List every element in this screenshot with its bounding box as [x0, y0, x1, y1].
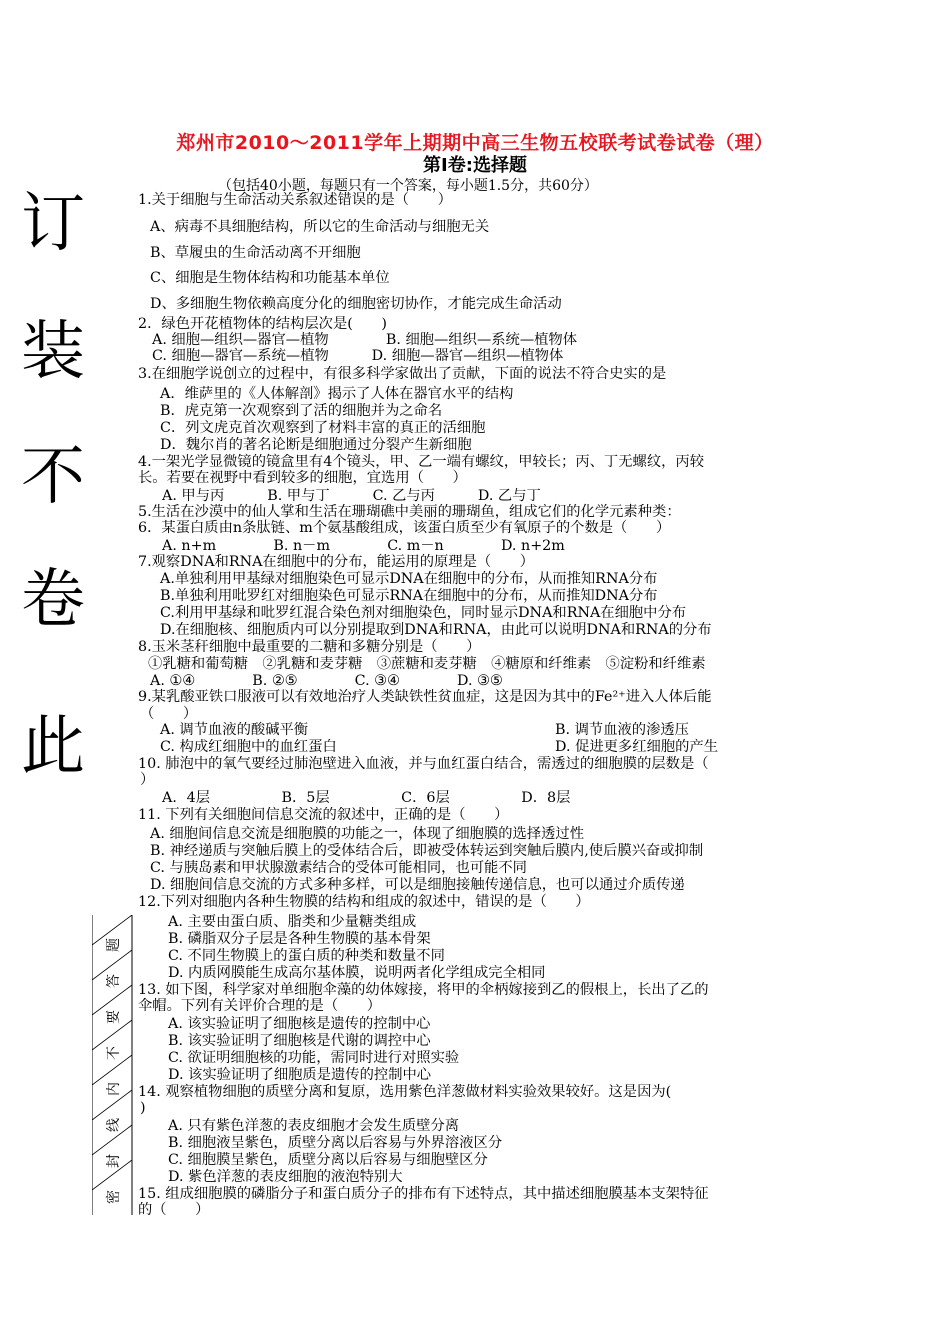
binding-char: 答 — [106, 974, 122, 988]
side-char: 不 — [21, 440, 85, 514]
text-line: C. 细胞膜呈紫色，质壁分离以后容易与细胞壁区分 — [168, 1152, 488, 1168]
text-line: 8.玉米茎秆细胞中最重要的二糖和多糖分别是（ ） — [138, 639, 481, 655]
text-line: 2．绿色开花植物体的结构层次是( ) — [138, 316, 387, 332]
text-line: A. ①④ B. ②⑤ C. ③④ D. ③⑤ — [150, 673, 503, 689]
text-line: A. 主要由蛋白质、脂类和少量糖类组成 — [168, 914, 417, 930]
text-line: B．虎克第一次观察到了活的细胞并为之命名 — [160, 403, 443, 419]
exam-title: 郑州市2010～2011学年上期期中高三生物五校联考试卷试卷（理） — [176, 132, 774, 154]
text-line: B、草履虫的生命活动离不开细胞 — [150, 245, 361, 261]
text-line: 的（ ） — [138, 1202, 210, 1218]
text-line: 11. 下列有关细胞间信息交流的叙述中，正确的是（ ） — [138, 807, 509, 823]
binding-char: 密 — [106, 1190, 122, 1204]
text-line: D.在细胞核、细胞质内可以分别提取到DNA和RNA，由此可以说明DNA和RNA的分布 — [160, 622, 712, 638]
text-line: 14. 观察植物细胞的质壁分离和复原，选用紫色洋葱做材料实验效果较好。这是因为( — [138, 1084, 672, 1100]
text-line: D. 紫色洋葱的表皮细胞的液泡特别大 — [168, 1169, 403, 1185]
text-line: A. 细胞—组织—器官—植物 B. 细胞—组织—系统—植物体 — [152, 332, 578, 348]
binding-char: 内 — [106, 1082, 122, 1096]
text-line: 5.生活在沙漠中的仙人掌和生活在珊瑚礁中美丽的珊瑚鱼，组成它们的化学元素种类： — [138, 504, 681, 520]
section-title: 第Ⅰ卷:选择题 — [423, 155, 527, 176]
text-line: 长。若要在视野中看到较多的细胞，宜选用（ ） — [138, 470, 467, 486]
text-line: A.单独利用甲基绿对细胞染色可显示DNA在细胞中的分布，从而推知RNA分布 — [160, 571, 658, 587]
text-line: C. 细胞—器官—系统—植物 D. 细胞—器官—组织—植物体 — [152, 348, 564, 364]
text-line: B.单独利用吡罗红对细胞染色可显示RNA在细胞中的分布，从而推知DNA分布 — [160, 588, 658, 604]
text-line: 10. 肺泡中的氧气要经过肺泡壁进入血液，并与血红蛋白结合，需透过的细胞膜的层数是（ — [138, 756, 709, 772]
text-line: D. 内质网膜能生成高尔基体膜，说明两者化学组成完全相同 — [168, 965, 546, 981]
text-line: 7.观察DNA和RNA在细胞中的分布，能运用的原理是（ ） — [138, 554, 535, 570]
text-line: 9.某乳酸亚铁口服液可以有效地治疗人类缺铁性贫血症，这是因为其中的Fe²⁺进入人体后能 — [138, 689, 712, 705]
text-line: ①乳糖和葡萄糖 ②乳糖和麦芽糖 ③蔗糖和麦芽糖 ④糖原和纤维素 ⑤淀粉和纤维素 — [148, 656, 706, 672]
text-line: A. 甲与丙 B. 甲与丁 C. 乙与丙 D. 乙与丁 — [162, 488, 541, 504]
text-line: 13. 如下图，科学家对单细胞伞藻的幼体嫁接，将甲的伞柄嫁接到乙的假根上，长出了乙的 — [138, 982, 709, 998]
side-char: 此 — [21, 710, 85, 784]
text-line: 3.在细胞学说创立的过程中，有很多科学家做出了贡献，下面的说法不符合史实的是 — [138, 366, 667, 382]
text-line: D、多细胞生物依赖高度分化的细胞密切协作，才能完成生命活动 — [150, 296, 562, 312]
text-line: D. 促进更多红细胞的产生 — [555, 739, 719, 755]
section-note: （包括40小题，每题只有一个答案，每小题1.5分，共60分） — [218, 178, 598, 194]
text-line: B. 调节血液的渗透压 — [555, 722, 689, 738]
binding-char: 要 — [106, 1010, 122, 1024]
text-line: 6．某蛋白质由n条肽链、m个氨基酸组成，该蛋白质至少有氧原子的个数是（ ） — [138, 520, 671, 536]
text-line: C.利用甲基绿和吡罗红混合染色剂对细胞染色，同时显示DNA和RNA在细胞中分布 — [160, 605, 687, 621]
text-line: D. 细胞间信息交流的方式多种多样，可以是细胞接触传递信息，也可以通过介质传递 — [150, 877, 685, 893]
text-line: 4.一架光学显微镜的镜盒里有4个镜头，甲、乙一端有螺纹，甲较长；丙、丁无螺纹，丙较 — [138, 454, 705, 470]
side-char: 订 — [21, 187, 85, 261]
text-line: C. 构成红细胞中的血红蛋白 — [160, 739, 337, 755]
text-line: （ ） — [140, 706, 198, 722]
binding-char: 线 — [106, 1118, 122, 1132]
text-line: B. 神经递质与突触后膜上的受体结合后，即被受体转运到突触后膜内,使后膜兴奋或抑制 — [150, 843, 704, 859]
text-line: A. 该实验证明了细胞核是遗传的控制中心 — [168, 1016, 431, 1032]
text-line: A. 只有紫色洋葱的表皮细胞才会发生质壁分离 — [168, 1118, 460, 1134]
text-line: D．魏尔肖的著名论断是细胞通过分裂产生新细胞 — [160, 437, 472, 453]
text-line: C．列文虎克首次观察到了材料丰富的真正的活细胞 — [160, 420, 486, 436]
text-line: B. 该实验证明了细胞核是代谢的调控中心 — [168, 1033, 431, 1049]
text-line: A．4层 B．5层 C．6层 D．8层 — [162, 790, 571, 806]
binding-char: 不 — [106, 1046, 122, 1060]
text-line: 1.关于细胞与生命活动关系叙述错误的是（ ） — [138, 192, 452, 208]
binding-char: 封 — [106, 1154, 122, 1168]
binding-char: 题 — [106, 938, 122, 952]
text-line: C. 与胰岛素和甲状腺激素结合的受体可能相同，也可能不同 — [150, 860, 527, 876]
text-line: 12.下列对细胞内各种生物膜的结构和组成的叙述中，错误的是（ ） — [138, 894, 590, 910]
text-line: C. 欲证明细胞核的功能，需同时进行对照实验 — [168, 1050, 460, 1066]
side-char: 卷 — [21, 563, 85, 637]
text-line: 15. 组成细胞膜的磷脂分子和蛋白质分子的排布有下述特点，其中描述细胞膜基本支架特征 — [138, 1186, 709, 1202]
text-line: C、细胞是生物体结构和功能基本单位 — [150, 270, 390, 286]
text-line: ） — [140, 772, 155, 788]
text-line: ) — [140, 1100, 146, 1116]
text-line: B. 磷脂双分子层是各种生物膜的基本骨架 — [168, 931, 431, 947]
text-line: A．维萨里的《人体解剖》揭示了人体在器官水平的结构 — [160, 386, 514, 402]
text-line: A. n+m B. n－m C. m－n D. n+2m — [162, 538, 565, 554]
text-line: A. 细胞间信息交流是细胞膜的功能之一，体现了细胞膜的选择透过性 — [150, 826, 585, 842]
text-line: D. 该实验证明了细胞质是遗传的控制中心 — [168, 1067, 432, 1083]
text-line: 伞帽。下列有关评价合理的是（ ） — [138, 998, 382, 1014]
text-line: A. 调节血液的酸碱平衡 — [160, 722, 309, 738]
binding-margin-box — [92, 915, 134, 1215]
text-line: C. 不同生物膜上的蛋白质的种类和数量不同 — [168, 948, 445, 964]
side-char: 装 — [21, 315, 85, 389]
text-line: A、病毒不具细胞结构，所以它的生命活动与细胞无关 — [150, 219, 490, 235]
text-line: B. 细胞液呈紫色，质壁分离以后容易与外界溶液区分 — [168, 1135, 503, 1151]
